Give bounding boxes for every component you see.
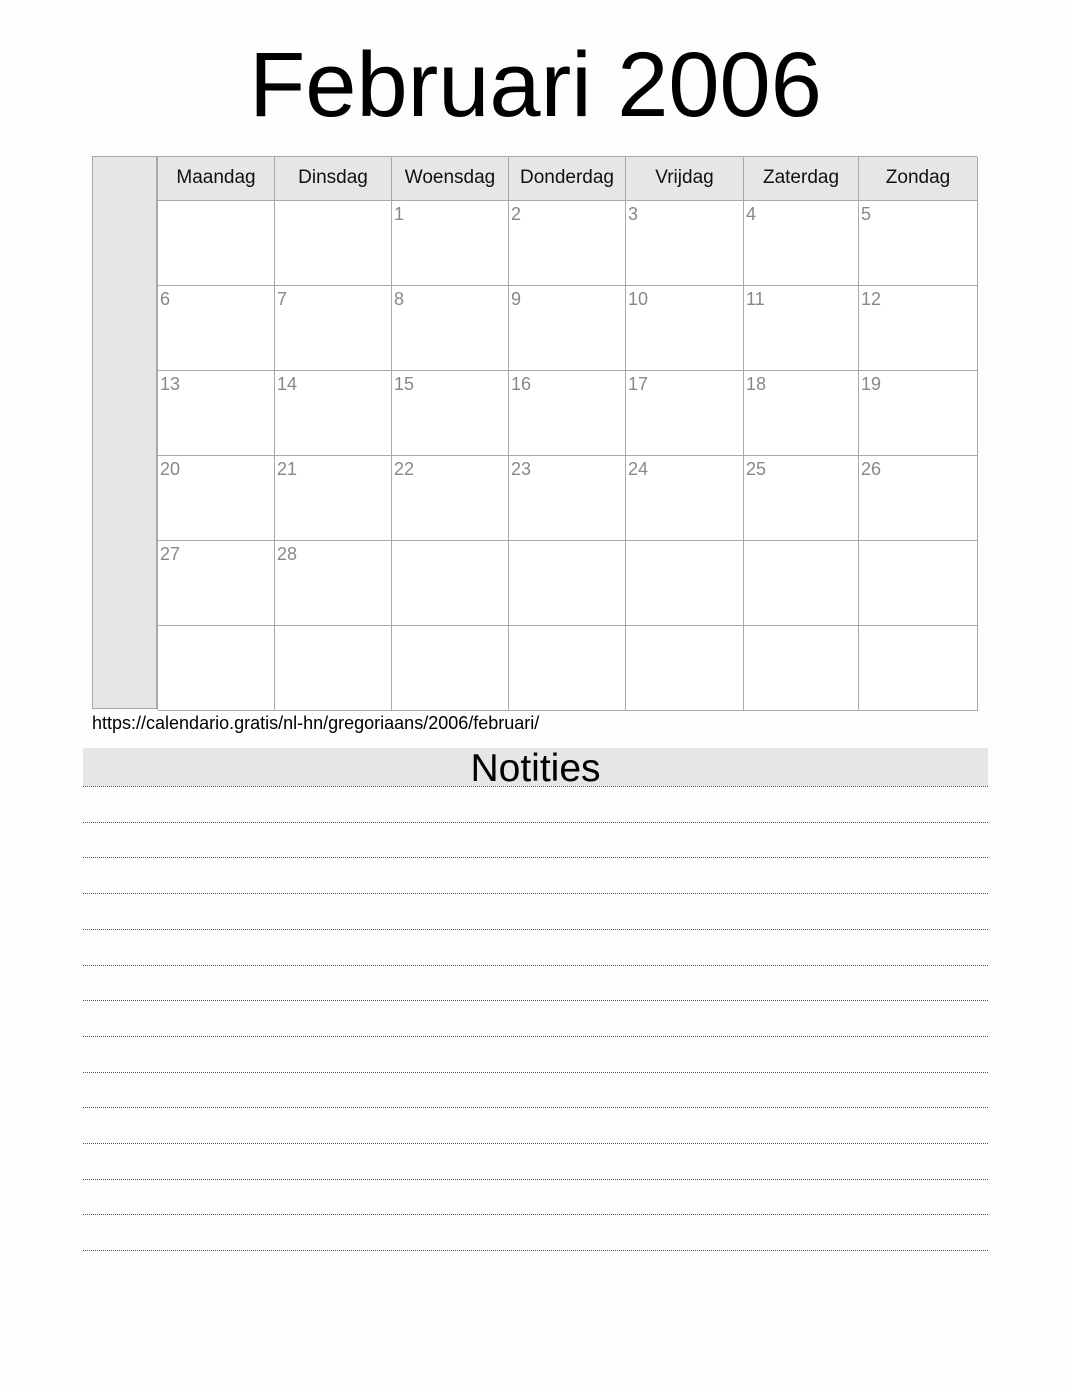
page-title: Februari 2006 bbox=[249, 34, 822, 136]
day-cell bbox=[275, 201, 392, 286]
week-number-column bbox=[92, 156, 157, 709]
day-cell: 8 bbox=[392, 286, 509, 371]
day-cell: 9 bbox=[509, 286, 626, 371]
day-cell: 25 bbox=[744, 456, 859, 541]
weekday-header-wednesday: Woensdag bbox=[392, 157, 509, 201]
calendar-grid bbox=[92, 156, 977, 710]
day-cell: 20 bbox=[158, 456, 275, 541]
day-cell bbox=[392, 541, 509, 626]
day-cell: 22 bbox=[392, 456, 509, 541]
day-cell bbox=[859, 541, 978, 626]
day-cell bbox=[392, 626, 509, 711]
day-cell: 16 bbox=[509, 371, 626, 456]
day-cell: 1 bbox=[392, 201, 509, 286]
note-line bbox=[83, 822, 988, 823]
day-cell bbox=[744, 626, 859, 711]
day-cell bbox=[626, 541, 744, 626]
source-url-link[interactable]: https://calendario.gratis/nl-hn/gregoriaans/2006/februari/ bbox=[92, 713, 540, 733]
day-cell: 18 bbox=[744, 371, 859, 456]
weekday-header-tuesday: Dinsdag bbox=[275, 157, 392, 201]
day-cell bbox=[626, 626, 744, 711]
day-cell: 26 bbox=[859, 456, 978, 541]
note-line bbox=[83, 1072, 988, 1073]
day-cell: 24 bbox=[626, 456, 744, 541]
notes-heading: Notities bbox=[83, 748, 988, 786]
note-line bbox=[83, 1214, 988, 1215]
day-cell: 2 bbox=[509, 201, 626, 286]
day-cell bbox=[509, 541, 626, 626]
day-cell: 10 bbox=[626, 286, 744, 371]
day-cell: 6 bbox=[158, 286, 275, 371]
day-cell: 19 bbox=[859, 371, 978, 456]
day-cell: 15 bbox=[392, 371, 509, 456]
day-cell: 28 bbox=[275, 541, 392, 626]
day-cell bbox=[509, 626, 626, 711]
note-line bbox=[83, 929, 988, 930]
note-line bbox=[83, 965, 988, 966]
day-cell: 27 bbox=[158, 541, 275, 626]
month-grid bbox=[157, 156, 977, 710]
note-line bbox=[83, 1036, 988, 1037]
weekday-header-sunday: Zondag bbox=[859, 157, 978, 201]
day-cell: 12 bbox=[859, 286, 978, 371]
day-cell: 5 bbox=[859, 201, 978, 286]
note-line bbox=[83, 786, 988, 787]
note-line bbox=[83, 1143, 988, 1144]
day-cell: 11 bbox=[744, 286, 859, 371]
note-line bbox=[83, 1250, 988, 1251]
weekday-header-thursday: Donderdag bbox=[509, 157, 626, 201]
weekday-header-friday: Vrijdag bbox=[626, 157, 744, 201]
day-cell bbox=[744, 541, 859, 626]
day-cell bbox=[859, 626, 978, 711]
note-line bbox=[83, 1179, 988, 1180]
day-cell: 13 bbox=[158, 371, 275, 456]
weekday-header-saturday: Zaterdag bbox=[744, 157, 859, 201]
note-line bbox=[83, 857, 988, 858]
note-line bbox=[83, 1000, 988, 1001]
day-cell bbox=[158, 626, 275, 711]
day-cell bbox=[275, 626, 392, 711]
weekday-header-monday: Maandag bbox=[158, 157, 275, 201]
note-line bbox=[83, 893, 988, 894]
day-cell: 14 bbox=[275, 371, 392, 456]
day-cell: 4 bbox=[744, 201, 859, 286]
day-cell: 7 bbox=[275, 286, 392, 371]
day-cell bbox=[158, 201, 275, 286]
day-cell: 17 bbox=[626, 371, 744, 456]
note-line bbox=[83, 1107, 988, 1108]
day-cell: 3 bbox=[626, 201, 744, 286]
day-cell: 21 bbox=[275, 456, 392, 541]
day-cell: 23 bbox=[509, 456, 626, 541]
